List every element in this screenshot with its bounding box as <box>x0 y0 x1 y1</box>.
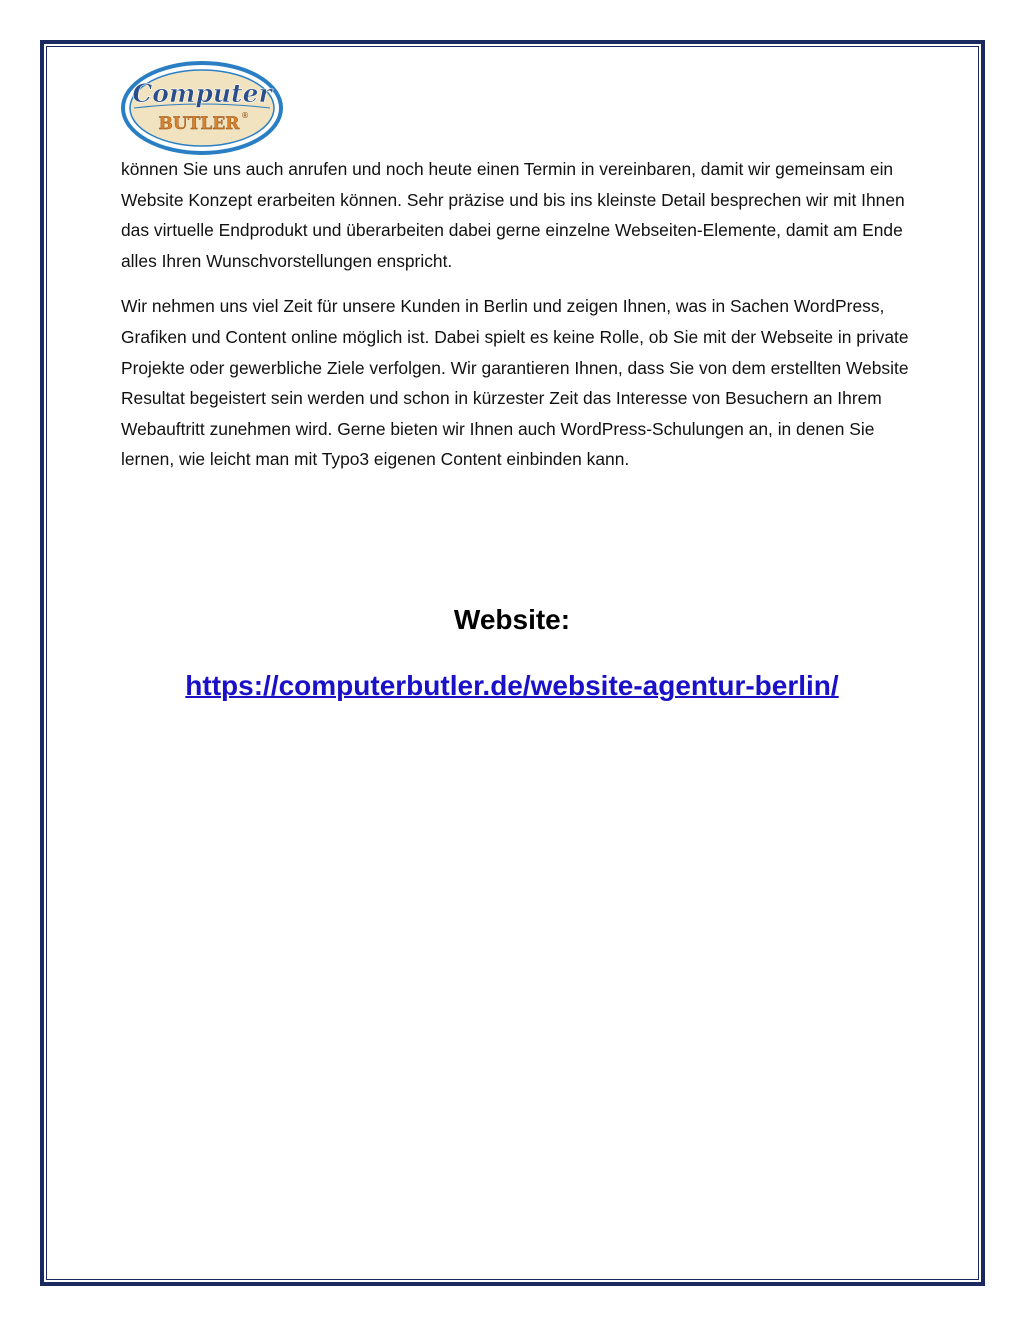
svg-text:Computer: Computer <box>132 79 272 108</box>
svg-text:®: ® <box>241 111 249 120</box>
computer-butler-logo <box>120 60 284 156</box>
body-text <box>121 154 911 490</box>
website-link[interactable]: https://computerbutler.de/website-agentur-berlin/ <box>185 670 839 701</box>
website-link-container <box>0 664 1024 708</box>
website-label: Website: <box>453 604 571 635</box>
svg-text:BUTLER: BUTLER <box>158 114 240 134</box>
paragraph-1: können Sie uns auch anrufen und noch heute einen Termin in vereinbaren, damit wir gemeinsam ein Website Konzept erarbeiten können. Sehr präzise und bis ins kleinste Detail besprechen wir mit Ihnen das virtuelle Endprodukt und überarbeiten dabei gerne einzelne Webseiten-Elemente, damit am Ende alles Ihren Wunschvorstellungen enspricht. <box>121 159 905 271</box>
paragraph-2: Wir nehmen uns viel Zeit für unsere Kunden in Berlin und zeigen Ihnen, was in Sachen WordPress, Grafiken und Content online möglich ist. Dabei spielt es keine Rolle, ob Sie mit der Webseite in private Projekte oder gewerbliche Ziele verfolgen. Wir garantieren Ihnen, dass Sie von dem erstellten Website Resultat begeistert sein werden und schon in kürzester Zeit das Interesse von Besuchern an Ihrem Webauftritt zunehmen wird. Gerne bieten wir Ihnen auch WordPress-Schulungen an, in denen Sie lernen, wie leicht man mit Typo3 eigenen Content einbinden kann. <box>121 296 909 470</box>
